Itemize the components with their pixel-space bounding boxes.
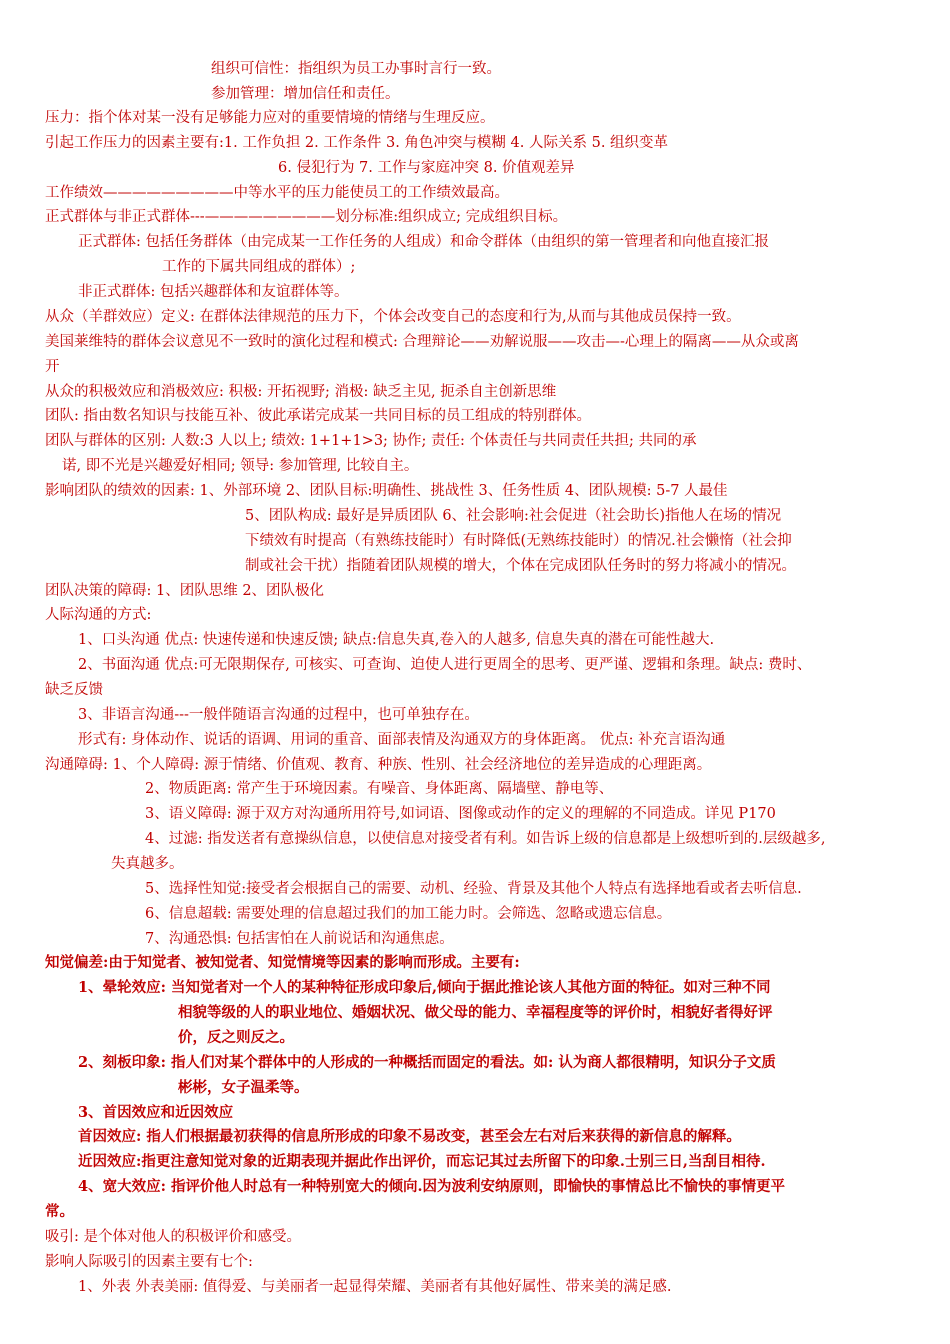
text-line: 3、语义障碍: 源于双方对沟通所用符号,如词语、图像或动作的定义的理解的不同造成。详见 P170 — [145, 806, 776, 822]
text-line: 压力：指个体对某一没有足够能力应对的重要情境的情绪与生理反应。 — [45, 110, 495, 126]
text-line: 人际沟通的方式: — [45, 607, 152, 623]
text-line: 引起工作压力的因素主要有:1. 工作负担 2. 工作条件 3. 角色冲突与模糊 4. 人际关系 5. 组织变革 — [45, 135, 669, 151]
text-line-bold: 3、首因效应和近因效应 — [78, 1104, 234, 1121]
text-line: 形式有: 身体动作、说话的语调、用词的重音、面部表情及沟通双方的身体距离。 优点: 补充言语沟通 — [78, 732, 726, 748]
text-line: 工作绩效—————————中等水平的压力能使员工的工作绩效最高。 — [45, 185, 509, 201]
text-line-bold: 常。 — [45, 1203, 74, 1220]
text-line: 团队: 指由数名知识与技能互补、彼此承诺完成某一共同目标的员工组成的特别群体。 — [45, 408, 591, 424]
text-line-bold: 近因效应:指更注意知觉对象的近期表现并据此作出评价，而忘记其过去所留下的印象.士别三日,当刮目相待. — [78, 1153, 766, 1170]
text-line: 非正式群体: 包括兴趣群体和友谊群体等。 — [78, 284, 349, 300]
text-line: 缺乏反馈 — [45, 682, 103, 698]
text-line-bold: 彬彬，女子温柔等。 — [178, 1079, 309, 1096]
text-line: 1、外表 外表美丽: 值得爱、与美丽者一起显得荣耀、美丽者有其他好属性、带来美的满足感. — [78, 1279, 672, 1295]
text-line-bold: 价，反之则反之。 — [178, 1029, 294, 1046]
text-line: 正式群体: 包括任务群体（由完成某一工作任务的人组成）和命令群体（由组织的第一管理者和向他直接汇报 — [78, 234, 769, 250]
text-line: 下绩效有时提高（有熟练技能时）有时降低(无熟练技能时）的情况.社会懒惰（社会抑 — [245, 533, 792, 549]
text-line: 6、信息超载: 需要处理的信息超过我们的加工能力时。会筛选、忽略或遗忘信息。 — [145, 906, 672, 922]
text-line: 失真越多。 — [111, 856, 184, 872]
text-line: 从众的积极效应和消极效应: 积极: 开拓视野; 消极: 缺乏主见, 扼杀自主创新思维 — [45, 384, 557, 400]
text-line: 美国莱维特的群体会议意见不一致时的演化过程和模式: 合理辩论——劝解说服——攻击—-心理上的隔离——从众或离 — [45, 334, 799, 350]
text-line: 4、过滤: 指发送者有意操纵信息，以使信息对接受者有利。如告诉上级的信息都是上级想听到的.层级越多, — [145, 831, 826, 847]
text-line: 7、沟通恐惧: 包括害怕在人前说话和沟通焦虑。 — [145, 931, 454, 947]
text-line: 开 — [45, 359, 60, 375]
text-line: 团队与群体的区别: 人数:3 人以上; 绩效: 1+1+1>3; 协作; 责任: 个体责任与共同责任共担; 共同的承 — [45, 433, 697, 449]
heading-line: 知觉偏差:由于知觉者、被知觉者、知觉情境等因素的影响而形成。主要有: — [45, 954, 520, 971]
text-line: 6. 侵犯行为 7. 工作与家庭冲突 8. 价值观差异 — [278, 160, 575, 176]
text-line: 影响团队的绩效的因素: 1、外部环境 2、团队目标:明确性、挑战性 3、任务性质 4、团队规模: 5-7 人最佳 — [45, 483, 728, 499]
text-line: 工作的下属共同组成的群体）; — [162, 259, 356, 275]
text-line-bold: 首因效应: 指人们根据最初获得的信息所形成的印象不易改变，甚至会左右对后来获得的新信息的解释。 — [78, 1128, 741, 1145]
text-line: 制或社会干扰）指随着团队规模的增大，个体在完成团队任务时的努力将减小的情况。 — [245, 558, 796, 574]
text-line: 团队决策的障碍: 1、团队思维 2、团队极化 — [45, 583, 325, 599]
text-line: 沟通障碍: 1、个人障碍: 源于情绪、价值观、教育、种族、性别、社会经济地位的差异造成的心理距离。 — [45, 757, 712, 773]
text-line-bold: 相貌等级的人的职业地位、婚姻状况、做父母的能力、幸福程度等的评价时，相貌好者得好评 — [178, 1004, 773, 1021]
text-line: 参加管理：增加信任和责任。 — [211, 86, 400, 102]
text-line-bold: 4、宽大效应: 指评价他人时总有一种特别宽大的倾向.因为波利安纳原则，即愉快的事情总比不愉快的事情更平 — [78, 1178, 786, 1195]
text-line: 影响人际吸引的因素主要有七个: — [45, 1254, 253, 1270]
text-line-bold: 1、晕轮效应: 当知觉者对一个人的某种特征形成印象后,倾向于据此推论该人其他方面的特征。如对三种不同 — [78, 979, 771, 996]
text-line: 诺, 即不光是兴趣爱好相同; 领导: 参加管理, 比较自主。 — [62, 458, 419, 474]
text-line: 2、物质距离: 常产生于环境因素。有噪音、身体距离、隔墙壁、静电等、 — [145, 781, 614, 797]
text-line: 5、团队构成: 最好是异质团队 6、社会影响:社会促进（社会助长)指他人在场的情况 — [245, 508, 782, 524]
text-line: 从众（羊群效应）定义: 在群体法律规范的压力下，个体会改变自己的态度和行为,从而与其他成员保持一致。 — [45, 309, 741, 325]
text-line: 3、非语言沟通---一般伴随语言沟通的过程中，也可单独存在。 — [78, 707, 479, 723]
text-line: 吸引: 是个体对他人的积极评价和感受。 — [45, 1229, 301, 1245]
text-line: 5、选择性知觉:接受者会根据自己的需要、动机、经验、背景及其他个人特点有选择地看或者去听信息. — [145, 881, 802, 897]
text-line: 正式群体与非正式群体---—————————划分标准:组织成立; 完成组织目标。 — [45, 209, 568, 225]
text-line: 1、口头沟通 优点: 快速传递和快速反馈; 缺点:信息失真,卷入的人越多, 信息失真的潜在可能性越大. — [78, 632, 715, 648]
text-line: 2、书面沟通 优点:可无限期保存, 可核实、可查询、迫使人进行更周全的思考、更严谨、逻辑和条理。缺点: 费时、 — [78, 657, 812, 673]
text-line: 组织可信性：指组织为员工办事时言行一致。 — [211, 61, 501, 77]
text-line-bold: 2、刻板印象: 指人们对某个群体中的人形成的一种概括而固定的看法。如: 认为商人都很精明，知识分子文质 — [78, 1054, 776, 1071]
